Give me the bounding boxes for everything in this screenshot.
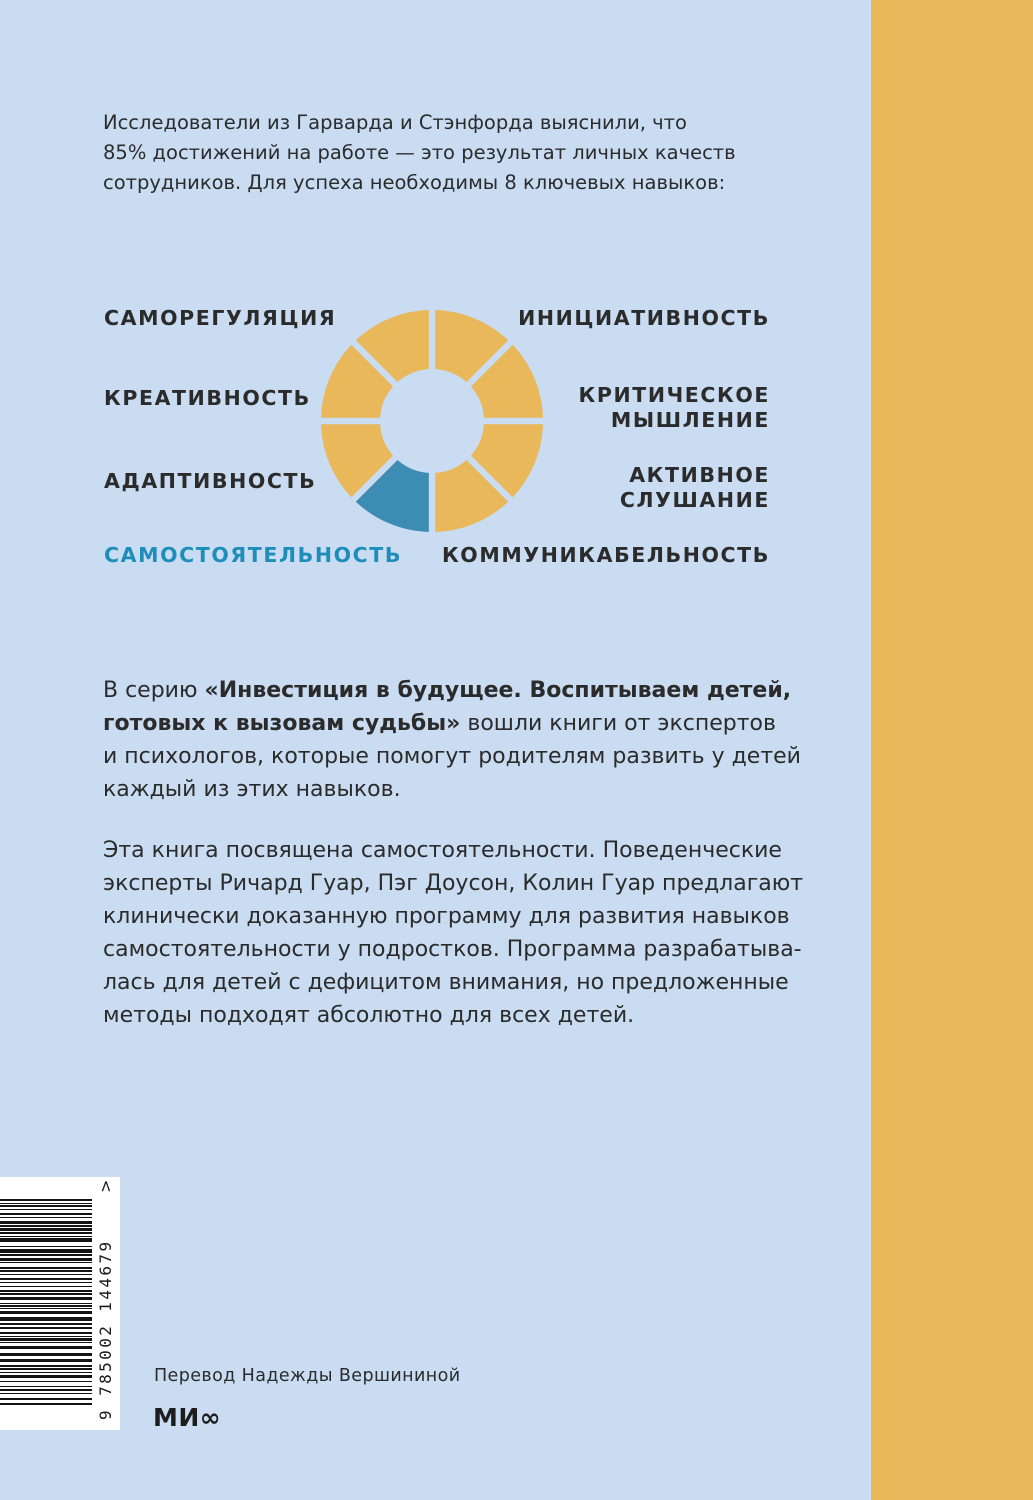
- barcode-bar: [0, 1199, 92, 1201]
- skill-label: САМОСТОЯТЕЛЬНОСТЬ: [104, 543, 403, 567]
- skill-label: КОММУНИКАБЕЛЬНОСТЬ: [441, 543, 770, 567]
- barcode-bar: [0, 1282, 92, 1283]
- barcode-bar: [0, 1262, 92, 1263]
- barcode-bar: [0, 1365, 92, 1367]
- barcode-arrow: >: [96, 1179, 115, 1193]
- skill-adaptivity: [104, 469, 316, 494]
- barcode-bar: [0, 1297, 92, 1300]
- series-title: «Инвестиция в будущее. Воспитываем детей,: [204, 678, 792, 703]
- barcode-bar: [0, 1353, 92, 1356]
- intro-paragraph: [103, 108, 743, 198]
- skill-label: АДАПТИВНОСТЬ: [104, 469, 317, 493]
- barcode-bar: [0, 1221, 92, 1224]
- description-line: клинически доказанную программу для развития навыков: [103, 904, 790, 929]
- series-text: каждый из этих навыков.: [103, 777, 401, 802]
- spine-color-band: [871, 0, 1033, 1500]
- barcode-digits: 9 785002 144679: [96, 1239, 115, 1420]
- barcode-bar: [0, 1303, 92, 1304]
- skill-communication: [442, 543, 770, 568]
- skill-label: КРИТИЧЕСКОЕ: [578, 383, 770, 407]
- series-prefix: В серию: [103, 678, 205, 703]
- barcode-bar: [0, 1225, 92, 1227]
- barcode-bar: [0, 1342, 92, 1343]
- skill-label: ИНИЦИАТИВНОСТЬ: [518, 306, 770, 330]
- description-line: самостоятельности у подростков. Программа разрабатыва-: [103, 937, 802, 962]
- barcode-bar: [0, 1286, 92, 1287]
- barcode-bar: [0, 1258, 92, 1261]
- skill-creativity: [104, 386, 311, 411]
- description-line: эксперты Ричард Гуар, Пэг Доусон, Колин Гуар предлагают: [103, 871, 804, 896]
- barcode-bar: [0, 1398, 92, 1400]
- barcode-bar: [0, 1308, 92, 1309]
- series-text: и психологов, которые помогут родителям развить у детей: [103, 744, 801, 769]
- skill-label: СЛУШАНИЕ: [619, 488, 770, 512]
- barcode-bar: [0, 1267, 92, 1269]
- barcode-bar: [0, 1293, 92, 1295]
- barcode-bar: [0, 1270, 92, 1272]
- barcode-bar: [0, 1246, 92, 1247]
- skills-wheel: [317, 306, 547, 536]
- skill-label: САМОРЕГУЛЯЦИЯ: [104, 306, 337, 330]
- barcode-bar: [0, 1332, 92, 1334]
- barcode-bar: [0, 1311, 92, 1314]
- series-text: вошли книги от экспертов: [460, 711, 776, 736]
- barcode-bar: [0, 1327, 92, 1329]
- barcode-bar: [0, 1386, 92, 1387]
- barcode-bar: [0, 1359, 92, 1362]
- series-title: готовых к вызовам судьбы»: [103, 711, 461, 736]
- barcode-bar: [0, 1232, 92, 1234]
- barcode-bar: [0, 1254, 92, 1256]
- skill-independence-highlighted: [104, 543, 402, 568]
- skill-critical-thinking: [579, 383, 770, 433]
- barcode-bar: [0, 1323, 92, 1325]
- barcode-bar: [0, 1305, 92, 1307]
- barcode-bar: [0, 1368, 92, 1370]
- barcode-bar: [0, 1381, 92, 1382]
- series-paragraph: [103, 674, 803, 806]
- barcode-bar: [0, 1249, 92, 1253]
- barcode-bar: [0, 1205, 92, 1207]
- barcode-bar: [0, 1236, 92, 1237]
- intro-line: 85% достижений на работе — это результат личных качеств: [103, 141, 736, 164]
- description-line: методы подходят абсолютно для всех детей.: [103, 1003, 635, 1028]
- publisher-logo: МИ∞: [153, 1403, 222, 1432]
- translator-credit: Перевод Надежды Вершининой: [154, 1366, 461, 1386]
- skill-self-regulation: [104, 306, 336, 331]
- barcode-bar: [0, 1274, 92, 1275]
- barcode-bar: [0, 1338, 92, 1341]
- intro-line: Исследователи из Гарварда и Стэнфорда выяснили, что: [103, 111, 687, 134]
- barcode-bar: [0, 1203, 92, 1204]
- barcode-bar: [0, 1217, 92, 1218]
- heart-icon: [393, 377, 471, 444]
- barcode-bar: [0, 1209, 92, 1210]
- barcode-bar: [0, 1238, 92, 1242]
- barcode-bar: [0, 1290, 92, 1292]
- barcode-bar: [0, 1336, 92, 1337]
- skill-label: КРЕАТИВНОСТЬ: [104, 386, 311, 410]
- barcode-bar: [0, 1317, 92, 1321]
- skill-label: МЫШЛЕНИЕ: [610, 408, 770, 432]
- barcode-bar: [0, 1403, 92, 1405]
- description-line: Эта книга посвящена самостоятельности. Поведенческие: [103, 838, 782, 863]
- description-line: лась для детей с дефицитом внимания, но предложенные: [103, 970, 789, 995]
- barcode-bar: [0, 1213, 92, 1215]
- barcode-bar: [0, 1389, 92, 1391]
- barcode-bar: [0, 1278, 92, 1280]
- isbn-barcode: [0, 1177, 120, 1430]
- skill-label: АКТИВНОЕ: [629, 463, 770, 487]
- barcode-bar: [0, 1393, 92, 1394]
- barcode-bar: [0, 1375, 92, 1378]
- skill-initiative: [518, 306, 770, 331]
- skill-active-listening: [620, 463, 770, 513]
- barcode-bar: [0, 1346, 92, 1349]
- intro-line: сотрудников. Для успеха необходимы 8 ключевых навыков:: [103, 171, 726, 194]
- barcode-bar: [0, 1228, 92, 1231]
- barcode-bar: [0, 1372, 92, 1373]
- description-paragraph: [103, 834, 803, 1032]
